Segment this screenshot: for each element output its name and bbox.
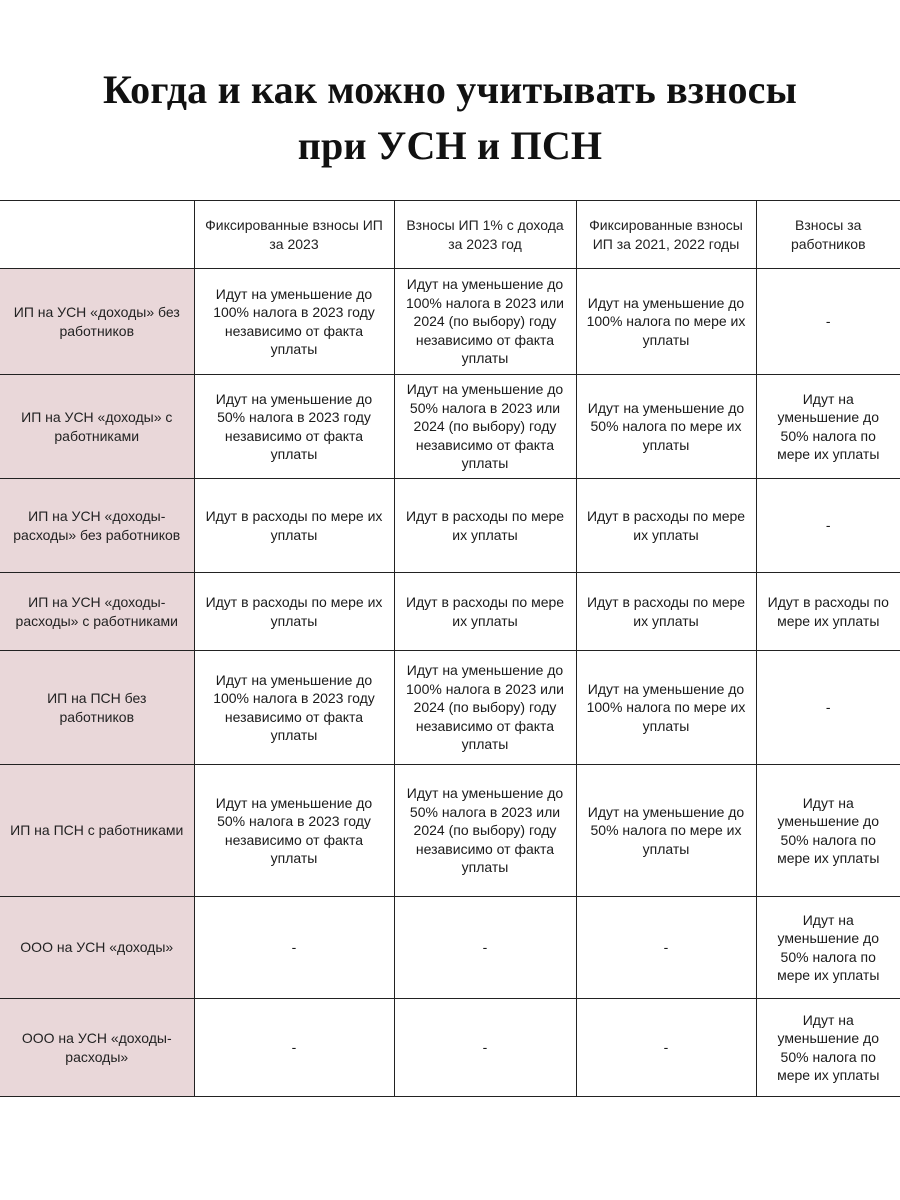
table-cell: - — [394, 999, 576, 1097]
table-cell: Идут на уменьшение до 100% налога в 2023 году независимо от факта уплаты — [194, 651, 394, 765]
table-cell: Идут в расходы по мере их уплаты — [394, 479, 576, 573]
row-header: ИП на ПСН с работниками — [0, 765, 194, 897]
row-header: ИП на УСН «доходы-расходы» с работниками — [0, 573, 194, 651]
table-cell: Идут на уменьшение до 50% налога по мере их уплаты — [756, 765, 900, 897]
table-cell: Идут в расходы по мере их уплаты — [394, 573, 576, 651]
table-cell: Идут на уменьшение до 50% налога по мере их уплаты — [576, 765, 756, 897]
table-cell: - — [756, 269, 900, 375]
table-corner-cell — [0, 201, 194, 269]
table-cell: - — [194, 999, 394, 1097]
table-cell: - — [576, 897, 756, 999]
table-cell: - — [194, 897, 394, 999]
table-row — [0, 375, 900, 479]
row-header: ИП на ПСН без работников — [0, 651, 194, 765]
table-cell: Идут в расходы по мере их уплаты — [756, 573, 900, 651]
table-row — [0, 651, 900, 765]
table-cell: Идут на уменьшение до 50% налога в 2023 году независимо от факта уплаты — [194, 765, 394, 897]
title-line-1: Когда и как можно учитывать взносы — [102, 67, 798, 112]
table-cell: Идут на уменьшение до 50% налога в 2023 году независимо от факта уплаты — [194, 375, 394, 479]
table-row — [0, 479, 900, 573]
row-header: ИП на УСН «доходы» без работников — [0, 269, 194, 375]
title-line-2: при УСН и ПСН — [297, 123, 603, 168]
table-cell: Идут на уменьшение до 50% налога в 2023 или 2024 (по выбору) году независимо от факта уплаты — [394, 765, 576, 897]
table-cell: Идут в расходы по мере их уплаты — [576, 573, 756, 651]
page-title — [0, 62, 900, 174]
table-cell: Идут на уменьшение до 100% налога в 2023 или 2024 (по выбору) году независимо от факта уплаты — [394, 651, 576, 765]
table-cell: Идут на уменьшение до 100% налога в 2023 или 2024 (по выбору) году независимо от факта уплаты — [394, 269, 576, 375]
table-cell: - — [756, 651, 900, 765]
column-header: Фиксированные взносы ИП за 2023 — [194, 201, 394, 269]
table-cell: - — [394, 897, 576, 999]
table-row — [0, 897, 900, 999]
table-row — [0, 999, 900, 1097]
row-header: ИП на УСН «доходы-расходы» без работников — [0, 479, 194, 573]
table-cell: Идут в расходы по мере их уплаты — [194, 573, 394, 651]
table-cell: Идут на уменьшение до 100% налога по мере их уплаты — [576, 269, 756, 375]
table-cell: - — [756, 479, 900, 573]
column-header: Взносы ИП 1% с дохода за 2023 год — [394, 201, 576, 269]
column-header: Взносы за работников — [756, 201, 900, 269]
contributions-table — [0, 200, 900, 1097]
table-cell: Идут на уменьшение до 100% налога в 2023 году независимо от факта уплаты — [194, 269, 394, 375]
row-header: ООО на УСН «доходы» — [0, 897, 194, 999]
table-header-row — [0, 201, 900, 269]
table-cell: Идут на уменьшение до 50% налога по мере их уплаты — [756, 375, 900, 479]
table-cell: Идут на уменьшение до 50% налога в 2023 или 2024 (по выбору) году независимо от факта уплаты — [394, 375, 576, 479]
table-row — [0, 269, 900, 375]
table-cell: Идут в расходы по мере их уплаты — [576, 479, 756, 573]
table-cell: Идут на уменьшение до 100% налога по мере их уплаты — [576, 651, 756, 765]
table-cell: Идут на уменьшение до 50% налога по мере их уплаты — [756, 999, 900, 1097]
row-header: ООО на УСН «доходы-расходы» — [0, 999, 194, 1097]
table-row — [0, 573, 900, 651]
table-row — [0, 765, 900, 897]
table-cell: - — [576, 999, 756, 1097]
table-cell: Идут в расходы по мере их уплаты — [194, 479, 394, 573]
column-header: Фиксированные взносы ИП за 2021, 2022 годы — [576, 201, 756, 269]
row-header: ИП на УСН «доходы» с работниками — [0, 375, 194, 479]
table-cell: Идут на уменьшение до 50% налога по мере их уплаты — [576, 375, 756, 479]
table-cell: Идут на уменьшение до 50% налога по мере их уплаты — [756, 897, 900, 999]
